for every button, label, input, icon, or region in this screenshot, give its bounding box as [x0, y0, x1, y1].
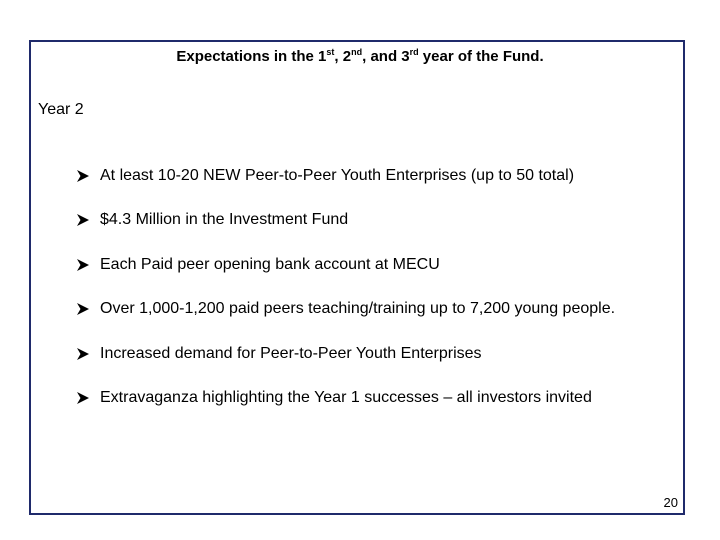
bullet-list — [76, 165, 615, 431]
list-item — [76, 165, 615, 187]
arrow-bullet-icon — [76, 347, 90, 361]
bullet-text: Increased demand for Peer-to-Peer Youth Enterprises — [100, 344, 482, 362]
title-sup-2: nd — [351, 47, 363, 57]
bullet-text: At least 10-20 NEW Peer-to-Peer Youth Enterprises (up to 50 total) — [100, 167, 575, 184]
list-item — [76, 254, 615, 276]
arrow-bullet-icon — [76, 258, 90, 272]
title-text-1: Expectations in the 1 — [176, 48, 327, 65]
list-item — [76, 298, 615, 320]
title-text-2: , 2 — [334, 48, 352, 65]
list-item — [76, 209, 615, 231]
arrow-bullet-icon — [76, 302, 90, 316]
title-sup-1: st — [326, 47, 335, 57]
bullet-text: $4.3 Million in the Investment Fund — [100, 211, 349, 229]
section-label: Year 2 — [38, 101, 84, 118]
arrow-bullet-icon — [76, 391, 90, 405]
page-number: 20 — [663, 495, 678, 510]
slide-title — [0, 48, 720, 65]
title-sup-3: rd — [409, 47, 419, 57]
bullet-text: Extravaganza highlighting the Year 1 successes – all investors invited — [100, 388, 592, 406]
arrow-bullet-icon — [76, 213, 90, 227]
bullet-text: Each Paid peer opening bank account at MECU — [100, 255, 440, 273]
bullet-text: Over 1,000-1,200 paid peers teaching/training up to 7,200 young people. — [100, 300, 616, 318]
arrow-bullet-icon — [76, 169, 90, 183]
list-item — [76, 343, 615, 365]
title-text-4: year of the Fund. — [418, 48, 544, 65]
list-item — [76, 387, 615, 409]
title-text-3: , and 3 — [362, 48, 410, 65]
